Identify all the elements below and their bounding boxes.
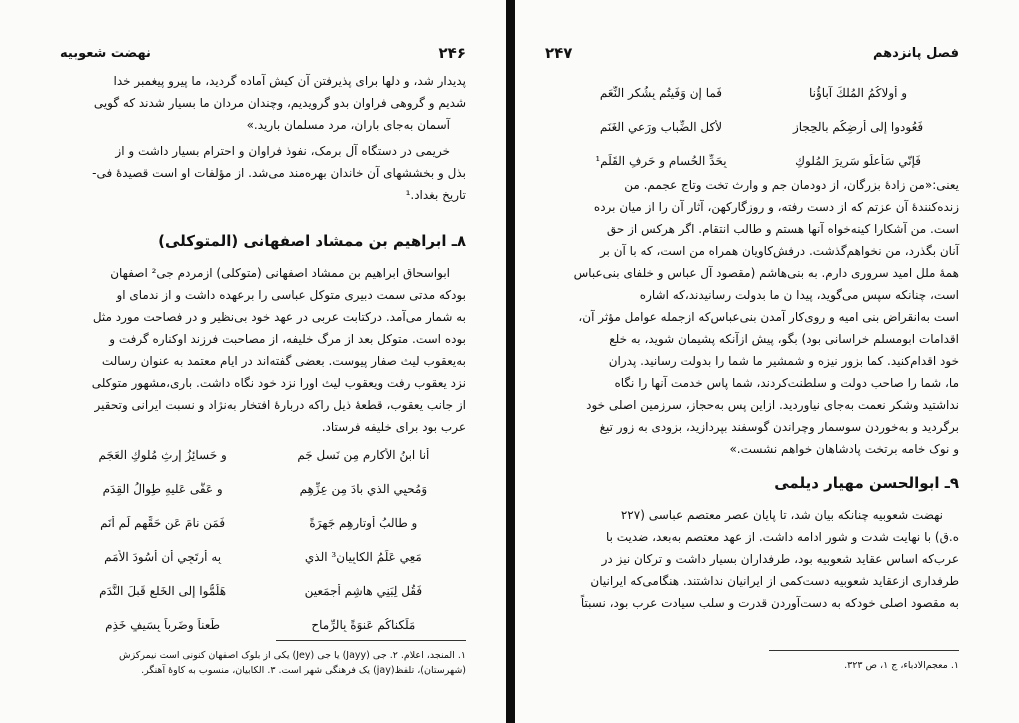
text-line: ه.ق) با نهایت شدت و شور ادامه داشت. از عهد معتصم به‌بعد، ضدیت با [605,530,959,544]
text-line: پدیدار شد، و دلها برای پذیرفتن آن کیش آماده گردید، ما پیرو پیغمبر خدا [113,74,466,88]
verse-hemistich-second: طَعناً وضَرباً بِسَيفٍ خَذِم [105,618,221,632]
section-paragraph [545,504,959,614]
text-line: عرب بود برای خلیفه فرستاد. [321,420,466,434]
text-line: همهٔ ملل امید سروری دارم. به بنی‌هاشم (مقصود آل عباس و خلفای بنی‌عباس [573,266,959,280]
top-paragraph [62,70,466,136]
verse-hemistich-first: و أولاكُمُ المُلكَ آباؤُنا [809,86,908,100]
verse-row [570,76,949,110]
page-number: ۲۴۶ [438,44,466,62]
text-line: برگردید و به‌خوردن سوسمار وچراندن گوسفند بپردازید، بزودی به زور تیغ [599,420,959,434]
verse-row [70,608,456,642]
text-line: تاریخ بغداد.¹ [405,188,466,202]
left-page-header [60,44,466,62]
footnote-line: ۱. معجم‌الادباء، ج ۱، ص ۳۲۳. [844,660,959,671]
verse-hemistich-first: فَإنّي سَأعلُو سَريرَ المُلوكِ [795,154,921,168]
left-page [0,0,506,723]
verse-hemistich-first: أنا ابنُ الأكارمِ مِن نَسلِ جَم [297,448,430,462]
section-heading: ۹ـ ابوالحسن مهیار دیلمی [774,474,959,492]
text-line: بوده است. متوکل بعد از مرگ خلیفه، از مصاحبت فرزند اوکناره گرفت و [109,332,466,346]
poem-verses [70,438,456,642]
right-page [515,0,1019,723]
footnotes [62,648,466,678]
text-line: آسمان به‌جای باران، مرد مسلمان بارید.» [246,118,450,132]
verse-hemistich-second: لأكلِ الضِّبابِ ورَعيِ الغَنَم [599,120,723,134]
verse-hemistich-first: مَلَكناكُم عَنوَةً بِالرِّماحِ [311,618,416,632]
text-line: است، چنانکه سپس می‌گوید، پیدا ن ما بدولت رسانیدند،که اشاره [639,288,959,302]
verse-hemistich-first: مَعِي عَلَمُ الكابِيانِ³ الذي [304,550,422,564]
text-line: خود اقدام‌کنید. کما بزور نیزه و شمشیر ما شما را بدولت رسانید. پدران [608,354,959,368]
text-line: ابواسحاق ابراهیم بن ممشاد اصفهانی (متوکلی) ازمردم جی² اصفهان [110,266,450,280]
verse-row [70,472,456,506]
verse-hemistich-second: فَما إن وَفَيتُم بِشُكرِ النِّعَم [599,86,723,100]
translation-paragraph [545,174,959,460]
verse-row [70,574,456,608]
text-line: بودکه مدتی سمت دبیری متوکل عباسی را برعهده داشت و از ندمای او [116,288,466,302]
verse-row [70,438,456,472]
section-heading: ۸ـ ابراهیم بن ممشاد اصفهانی (المتوکلی) [158,232,466,250]
text-line: به مقصود اصلی خودکه به دست‌آوردن قدرت و سلب سیادت عرب بود، نسبتاً [580,596,959,610]
verse-row [70,506,456,540]
verse-hemistich-first: فَعُودوا إلى أرضِكُم بالحِجاز [792,120,924,134]
text-line: به‌یعقوب لیث صفار پیوست. بعضی گفته‌اند در ایام معتمد به عنوان رسالت [101,354,466,368]
page-gutter [506,0,515,723]
poem-verses [570,76,949,178]
text-line: ما، شما را صاحب دولت و سلطنت‌کردند، شما پاس خدمت آنها را نگاه [614,376,959,390]
text-line: نداشتید وشکر نعمت به‌جای نیاوردید. ازاین پس به‌حجاز، سرزمین اصلی خود [586,398,959,412]
footnote-line: ۱. المنجد، اعلام. ۲. جی (Jayy) یا جی (Jey) یکی از بلوک اصفهان کنونی است نیمرکزش [118,650,466,661]
footnote-rule [769,650,959,651]
verse-row [570,110,949,144]
verse-hemistich-first: فَقُل لِبَنِي هاشِمٍ أجمَعين [304,584,423,598]
verse-hemistich-second: فَمَن نامَ عَن حَقِّهِم لَم أنَم [100,516,226,530]
verse-hemistich-second: بِحَدِّ الحُسامِ و حَرفِ القَلَم¹ [595,154,727,168]
verse-hemistich-second: بِه أرتَجِي أن أسُودَ الأُمَم [104,550,222,564]
running-title: فصل پانزدهم [872,45,959,61]
text-line: و نوک خامه برتخت پادشاهان خواهم نشست.» [729,442,959,456]
text-line: نزد یعقوب رفت ویعقوب لیث اورا نزد خود نگاه داشت. باری،مشهور متوکلی [91,376,466,390]
verse-row [70,540,456,574]
text-line: نهضت شعوبیه چنانکه بیان شد، تا پایان عصر معتصم عباسی (۲۲۷ [620,508,943,522]
footnote-rule [276,640,466,641]
text-line: زنده‌کنندهٔ آن عزتم که از دست رفته، و روزگارکهن، آثار آن را از میان برده [593,200,959,214]
footnotes [545,658,959,673]
verse-hemistich-first: وَمُحيِي الذي بادَ مِن عِزِّهِم [299,482,428,496]
text-line: شدیم و گروهی فراوان بدو گرویدیم، وچندان مردان ما بسیار شدند که گویی [93,96,466,110]
verse-hemistich-second: و عَفَّى عَليهِ طِوالُ القِدَم [102,482,223,496]
text-line: است. من آشکارا کینه‌خواه آنها هستم و طالب انتقام. اگر هرکس از حق [606,222,959,236]
footnote-line: (شهرستان)، تلفظ(jay) یک فرهنگی شهر است. ۳. الکابیان، منسوب به کاوهٔ آهنگر. [141,665,466,676]
text-line: است به‌انقراض بنی امیه و روی‌کار آمدن بنی‌عباس‌که ازجمله عوامل مؤثر آن، [578,310,959,324]
running-title: نهضت شعوبیه [60,45,151,61]
text-line: خریمی در دستگاه آل برمک، نفوذ فراوان و احترام بسیار داشت و از [115,144,450,158]
verse-hemistich-second: هَلُمُّوا إلى الخَلعِ قَبلَ النَّدَم [99,584,227,598]
verse-hemistich-second: و حَسائِزُ إرثِ مُلوكِ العَجَم [98,448,227,462]
verse-hemistich-first: و طالبُ أوتارِهِم جَهرَةً [309,516,418,530]
text-line: طرفداری ازعقاید شعوبیه دست‌کمی از ایرانیان نداشتند. هنگامی‌که ایرانیان [590,574,959,588]
verse-row [570,144,949,178]
section-paragraph [62,262,466,438]
text-line: اقدامات ابومسلم خراسانی بود) بگو، پیش ازآنکه پشیمان شوید، به خلع [609,332,959,346]
right-page-header [545,44,959,62]
text-line: از جانب یعقوب، قطعهٔ ذیل راکه دربارهٔ افتخار به‌نژاد و نسبت ایرانی وتحقیر [94,398,466,412]
text-line: عرب‌که اساس عقاید شعوبیه بود، طرفداران بسیار داشت و ترکان نیز در [601,552,959,566]
text-line: بذل و بخششهای آن خاندان بهره‌مند می‌شد. از مؤلفات او است قصیدهٔ فی- [92,166,466,180]
text-line: آنان بگذرد، من نخواهم‌گذشت. درفش‌کاویان همراه من است، که با آن بر [599,244,959,258]
text-line: یعنی:«من زادهٔ بزرگان، از دودمان جم و وارث تخت وتاج عجمم. من [624,178,959,192]
khuraymi-paragraph [62,140,466,206]
text-line: به شمار می‌آمد. درکتابت عربی در عهد خود بی‌نظیر و در فصاحت مورد مثل [92,310,466,324]
page-number: ۲۴۷ [545,44,573,62]
